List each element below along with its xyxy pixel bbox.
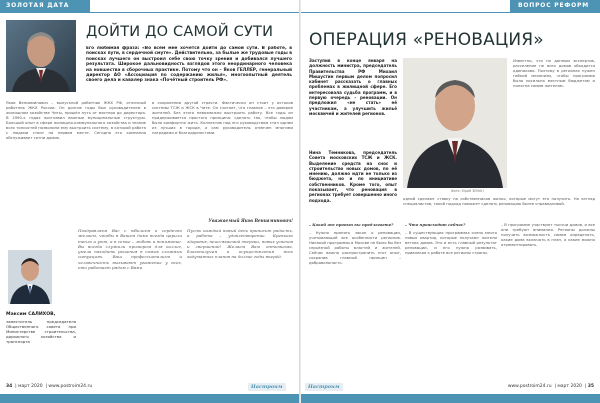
page-number: 35 — [587, 384, 594, 389]
bottom-bar — [0, 394, 299, 403]
site-url: www.postroim24.ru — [48, 384, 93, 389]
header-rule — [0, 12, 299, 13]
greeting-column-1: Поздравляем Вас с юбилеем и сердечно желаем, чтобы в Вашем доме всегда царили тепло и уют, а в семье – любовь и понимание. Вы всегда служили примером для коллег, умели находить решения в самых сложных ситуациях. Ваш профессионализм и человечность вызывают уважение у всех, кто работает рядом с Вами. — [78, 228, 182, 271]
text-column-1: Яков Вениаминович – выпускной работник ЖКХ РФ, отличный работник ЖКХ России. Он долгие годы был руководителем в жилищном хозяйстве Читы, прошёл путь от мастера до директора. В 1990-х годах возглавил важные муниципальные структуры. Большой опыт в сфере жилищно-коммунального хозяйства и знание всех тонкостей позволили ему выстроить систему, в которой работа с людьми стоит на первом месте. Сегодня его компания обслуживает сотни домов. — [6, 100, 146, 140]
header-rule — [301, 12, 600, 13]
lead-column: Заступив в конце января на должность министра, председатель Правительства РФ Михаил Мишустин первым делом попросил кабинет рассказать о главных проблемах в жилищной сфере. Его интересовала судьба программ, и в первую очередь – реновации. Он предложил «не стать» её участникам, а улучшить жильё москвичей и жителей регионов. — [309, 58, 397, 116]
page-number: 34 — [6, 384, 13, 389]
answer-column-3: – В программе участвуют тысячи домов, и все они требуют внимания. Регионы должны получить возможность самим определять, какие дома включать в план, а какие можно отремонтировать. — [501, 222, 595, 247]
site-url: www.postroim24.ru — [507, 384, 552, 389]
signature-position: заместитель председателя Общественного совета при Министерстве строительства, дорожного хозяйства и транспорта — [6, 319, 76, 344]
magazine-logo: Настроим — [248, 383, 286, 391]
photo-credit: Фото: Юрий ЗЕМАН — [451, 189, 484, 193]
portrait-photo-right — [403, 58, 507, 188]
issue-date: март 2020 — [557, 384, 582, 389]
text-after-photo: одной сделают ставку на собственников жилья, которые могут его получить. На взгляд специалистов, такой подход поможет сделать реновацию более справедливой. — [403, 196, 595, 206]
man-portrait-icon — [403, 58, 507, 188]
greeting-heading: Уважаемый Яков Вениаминович! — [208, 218, 293, 223]
section-header-left — [0, 0, 90, 12]
interview-question-1: – Какой же проект вы предлагаете? — [309, 222, 394, 227]
footer-right: www.postroim24.ru | март 2020 | 35 — [507, 384, 594, 389]
portrait-photo-bottom — [8, 250, 52, 304]
lead-paragraph: Его любимая фраза: «Во всём мне хочется дойти до самой сути. В работе, в поисках пути, в сердечной смуте». Действительно, за былые же трудовые годы в поисках лучшего он выстроил себе свою точку зрения и добивался лучшего результата. Широкое дальновидность взглядов этого неординарного человека на новшества в сборочных практике. Потому что он – Яков ГЕЛЛЕР, генеральный директор АО «Ассоциация по содержанию жилья», многоопытный деятель своего дела и кавалер знака «Почётный строитель РФ». — [86, 46, 292, 84]
text-column-3: Известно, что по данным экспертов, расселение не всех домов обходится одинаково. Поэтому в регионах нужен гибкий механизм, чтобы программа была посильна местным бюджетам и понятна самим жителям. — [513, 58, 595, 88]
right-page — [301, 0, 600, 403]
left-page — [0, 0, 299, 403]
section-label: ВОПРОС РЕФОРМ — [518, 2, 590, 9]
man-portrait-icon — [6, 20, 76, 92]
footer-left: 34 | март 2020 | www.postroim24.ru — [6, 384, 93, 389]
section-label: ЗОЛОТАЯ ДАТА — [6, 2, 70, 9]
answer-column-2: – В существующих программах очень много новых квартир, которые получают жители ветхих домов. Это и есть главный результат реновации, и его нужно развивать, привлекая к работе все регионы страны. — [405, 230, 497, 255]
magazine-logo: Настроим — [305, 383, 343, 391]
interview-question-2: – Что происходит сейчас? — [405, 222, 466, 227]
text-column-2: в сохранении другой страсти. Фактически он стоит у истоков системы ТСЖ и ЖСК в Чите. Он считает, что главное – это доверие жителей. Без этого невозможно выстроить работу. Все годы он придерживается простого принципа: сделать так, чтобы людям было комфортно жить. Коллектив под его руководством стал одним из лучших в городе, а сам руководитель отмечен многими наградами и благодарностями. — [152, 100, 293, 135]
page-title: ДОЙТИ ДО САМОЙ СУТИ — [86, 24, 274, 40]
man-portrait-icon — [8, 250, 52, 304]
portrait-photo-top — [6, 20, 76, 92]
greeting-column-2: Пусть каждый новый день приносит радость, а работа – удовлетворение. Крепкого здоровья, неиссякаемой энергии, новых успехов и свершений! Желаем Вам оптимизма, благополучия и осуществления всех задуманных планов на долгие годы вперёд. — [187, 228, 293, 260]
signature-name: Максим САЛИХОВ, — [6, 312, 56, 317]
section-header-right — [510, 0, 600, 12]
lead-column-2: Нина Темникова, председатель Совета московских ТСЖ и ЖСК. Выделение средств на снос и строительство новых домов, по её мнению, должно идти не только из бюджета, но и по инициативе собственников. Кроме того, опыт показывает, что реновация в регионах требует совершенно иного подхода. — [309, 150, 397, 203]
issue-date: март 2020 — [18, 384, 43, 389]
page-title: ОПЕРАЦИЯ «РЕНОВАЦИЯ» — [309, 30, 544, 50]
answer-column-1: – Нужно принять закон о реновации, учитывающий все особенности регионов. Никакой программы в Москве не было бы без серьёзной работы властей и жителей. Сейчас важно распространить этот опыт, сохранив главный принцип – добровольность. — [309, 230, 401, 265]
bottom-bar — [301, 394, 600, 403]
